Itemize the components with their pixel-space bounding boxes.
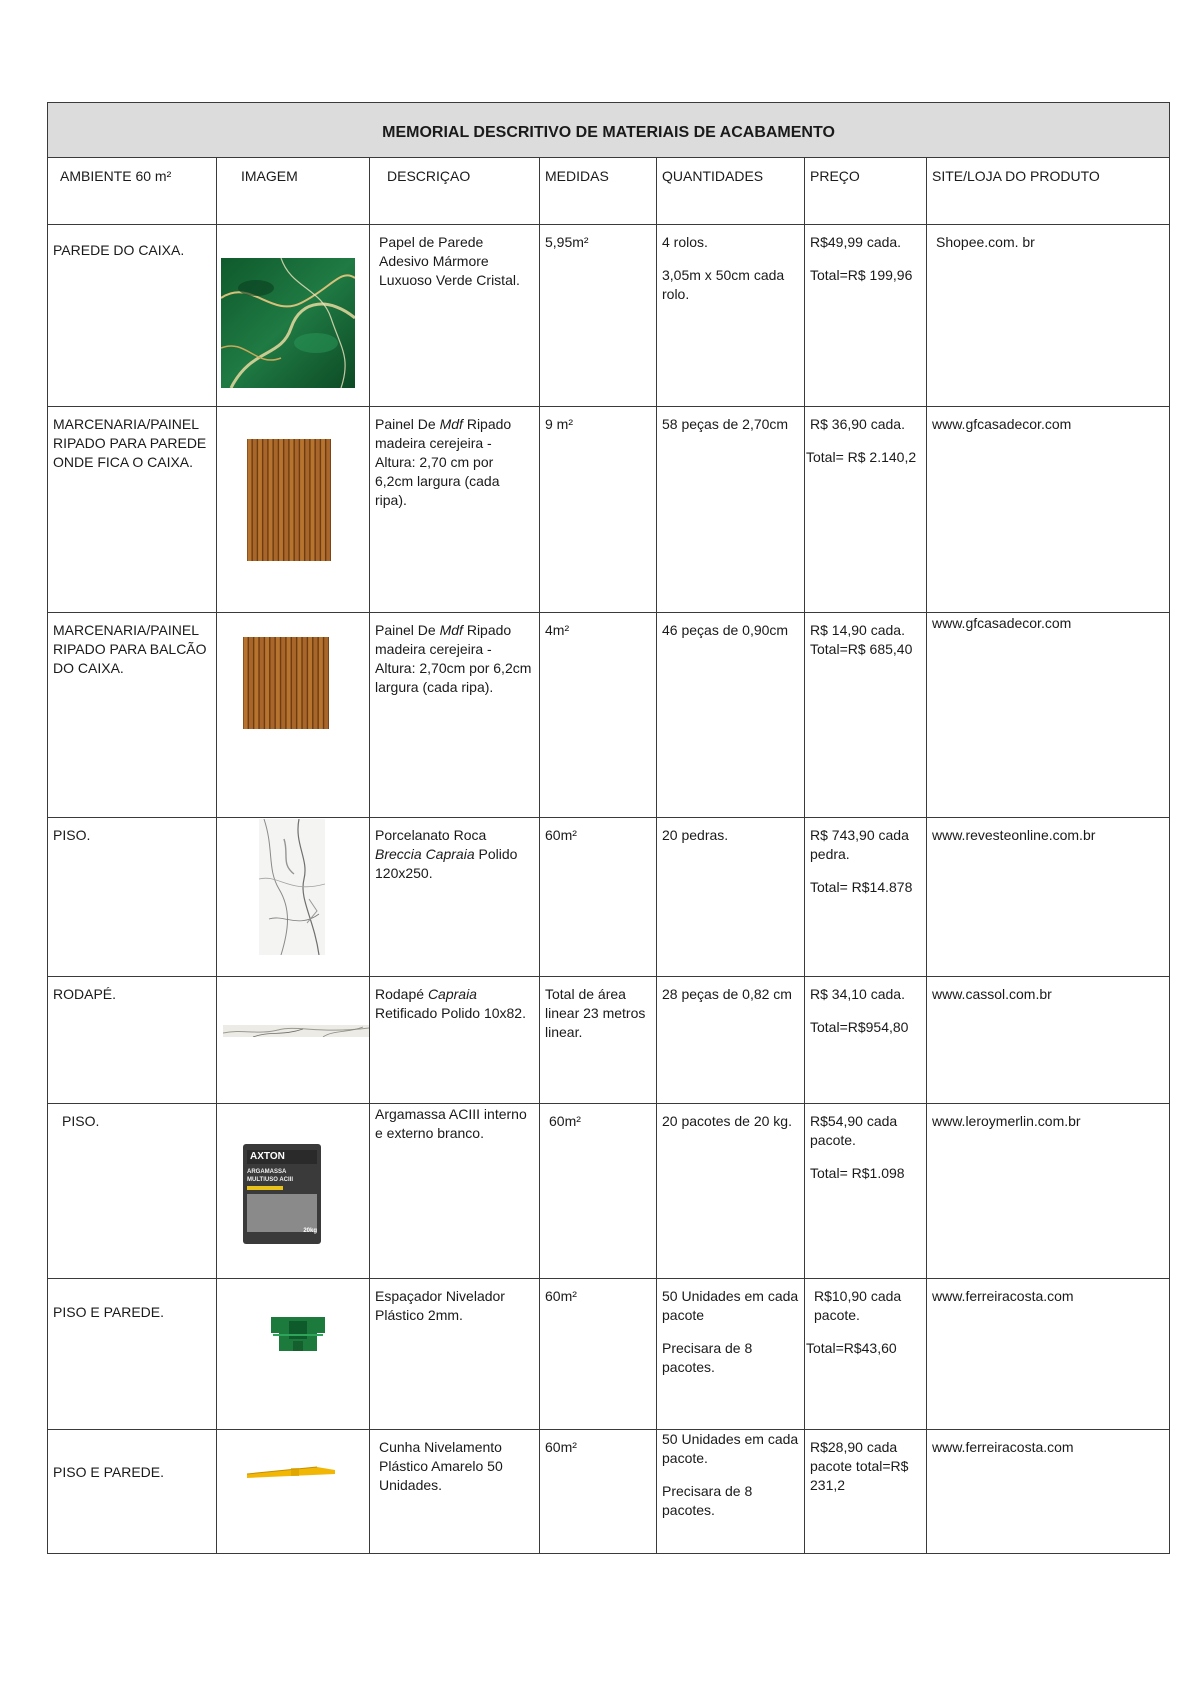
bag-brand: AXTON <box>247 1150 317 1164</box>
quantidade-line: Precisara de 8 pacotes. <box>662 1483 753 1518</box>
site-text: Shopee.com. br <box>936 234 1035 250</box>
preco-total: Total= R$1.098 <box>810 1165 905 1181</box>
medidas-text: Total de área linear 23 metros linear. <box>545 986 646 1040</box>
wood-slat <box>313 637 317 729</box>
wood-slat <box>321 439 325 561</box>
wood-slat <box>265 637 269 729</box>
medidas-text: 60m² <box>545 1439 577 1455</box>
preco-total: Total= R$14.878 <box>810 879 913 895</box>
descricao-italic: Capraia <box>427 986 477 1002</box>
header-ambiente <box>48 158 217 225</box>
wood-slat <box>292 637 296 729</box>
descricao-text: Espaçador Nivelador Plástico 2mm. <box>375 1288 505 1323</box>
preco-total: Total=R$ 199,96 <box>810 267 913 283</box>
descricao-text <box>370 818 539 883</box>
header-site-text: SITE/LOJA DO PRODUTO <box>932 168 1100 184</box>
table-row <box>48 407 1170 613</box>
medidas-text: 5,95m² <box>545 234 589 250</box>
wood-slat <box>270 637 274 729</box>
preco-line: R$ 743,90 cada pedra. <box>810 827 909 862</box>
site-text: www.gfcasadecor.com <box>932 615 1072 631</box>
cell-site <box>927 1279 1170 1430</box>
cell-imagem <box>217 1104 370 1279</box>
descricao-part: Ripado madeira cerejeira - Altura: 2,70cm por 6,2cm largura (cada ripa). <box>375 622 532 695</box>
descricao-part: Polido 120x250. <box>375 846 518 881</box>
ambiente-text: MARCENARIA/PAINEL RIPADO PARA PAREDE ONDE FICA O CAIXA. <box>53 416 207 470</box>
descricao-part: Rodapé <box>375 986 428 1002</box>
wood-slat <box>279 439 283 561</box>
cell-descricao <box>370 1104 540 1279</box>
descricao-text <box>370 977 539 1023</box>
cell-descricao <box>370 1430 540 1554</box>
preco-line: R$ 36,90 cada. <box>810 416 905 432</box>
cell-quantidades <box>657 1279 805 1430</box>
table-row <box>48 1430 1170 1554</box>
cell-ambiente <box>48 407 217 613</box>
site-text: www.gfcasadecor.com <box>932 416 1072 432</box>
wood-slat <box>258 439 262 561</box>
cell-medidas <box>540 1430 657 1554</box>
descricao-part: Retificado Polido 10x82. <box>375 1005 526 1021</box>
cell-medidas <box>540 818 657 977</box>
ambiente-text: PAREDE DO CAIXA. <box>53 242 185 258</box>
ambiente-text: MARCENARIA/PAINEL RIPADO PARA BALCÃO DO CAIXA. <box>53 622 207 676</box>
header-quantidades-text: QUANTIDADES <box>662 168 764 184</box>
cell-site <box>927 407 1170 613</box>
preco-line: R$49,99 cada. <box>810 234 902 250</box>
site-text: www.ferreiracosta.com <box>932 1288 1074 1304</box>
wood-slat <box>269 439 273 561</box>
wood-slat <box>287 637 291 729</box>
site-text: www.revesteonline.com.br <box>932 827 1096 843</box>
site-text: www.ferreiracosta.com <box>932 1439 1074 1455</box>
descricao-text <box>370 407 539 510</box>
medidas-text: 60m² <box>545 1288 577 1304</box>
cell-preco <box>805 407 927 613</box>
cell-descricao <box>370 1279 540 1430</box>
cell-ambiente <box>48 1430 217 1554</box>
table-row <box>48 818 1170 977</box>
wood-slat <box>281 637 285 729</box>
descricao-text: Argamassa ACIII interno e externo branco. <box>375 1106 527 1141</box>
descricao-italic: Mdf <box>439 622 463 638</box>
wood-slat <box>276 637 280 729</box>
cell-ambiente <box>48 613 217 818</box>
table-row <box>48 613 1170 818</box>
cell-descricao <box>370 225 540 407</box>
cell-quantidades <box>657 613 805 818</box>
wood-slat <box>290 439 294 561</box>
green-marble-wallpaper-image <box>221 258 355 388</box>
cell-preco <box>805 977 927 1104</box>
table-row <box>48 977 1170 1104</box>
ambiente-text: PISO E PAREDE. <box>53 1464 164 1480</box>
wood-slat <box>263 439 267 561</box>
cell-descricao <box>370 977 540 1104</box>
descricao-part: Painel De <box>375 622 440 638</box>
wood-slat <box>260 637 264 729</box>
baseboard-strip-image <box>223 1025 369 1037</box>
medidas-text: 60m² <box>545 827 577 843</box>
quantidade-line: 4 rolos. <box>662 234 708 250</box>
cell-preco <box>805 1430 927 1554</box>
table-row <box>48 1279 1170 1430</box>
wood-slat <box>249 637 253 729</box>
ambiente-text: RODAPÉ. <box>53 986 117 1002</box>
preco-total: Total=R$43,60 <box>806 1340 897 1356</box>
cell-quantidades <box>657 225 805 407</box>
header-preco <box>805 158 927 225</box>
cell-ambiente <box>48 977 217 1104</box>
quantidade-line: 46 peças de 0,90cm <box>662 622 789 638</box>
wood-slat <box>316 439 320 561</box>
document <box>47 102 1169 1554</box>
wood-slat <box>324 637 328 729</box>
cell-imagem <box>217 1279 370 1430</box>
ambiente-text: PISO. <box>53 827 91 843</box>
cell-preco <box>805 1279 927 1430</box>
cell-medidas <box>540 1104 657 1279</box>
wood-slat <box>284 439 288 561</box>
wood-slat <box>303 637 307 729</box>
wood-slat-panel-image <box>243 637 329 729</box>
quantidade-line: 58 peças de 2,70cm <box>662 416 789 432</box>
quantidade-line: 50 Unidades em cada pacote <box>662 1288 799 1323</box>
cell-medidas <box>540 407 657 613</box>
preco-line: R$10,90 cada pacote. <box>814 1288 902 1323</box>
cell-quantidades <box>657 1104 805 1279</box>
bag-weight: 20kg <box>303 1228 317 1234</box>
table-title <box>48 103 1170 158</box>
wood-slat <box>248 439 252 561</box>
cell-medidas <box>540 1279 657 1430</box>
cell-descricao <box>370 818 540 977</box>
descricao-italic: Breccia Capraia <box>375 846 475 862</box>
wood-slat <box>305 439 309 561</box>
cell-imagem <box>217 613 370 818</box>
medidas-text: 4m² <box>545 622 570 638</box>
preco-line: R$54,90 cada pacote. <box>810 1113 898 1148</box>
quantidade-line: 20 pedras. <box>662 827 729 843</box>
medidas-text: 9 m² <box>545 416 573 432</box>
cell-medidas <box>540 977 657 1104</box>
cell-quantidades <box>657 977 805 1104</box>
site-text: www.cassol.com.br <box>932 986 1052 1002</box>
wood-slat <box>319 637 323 729</box>
site-text: www.leroymerlin.com.br <box>932 1113 1081 1129</box>
header-imagem <box>217 158 370 225</box>
ambiente-text: PISO E PAREDE. <box>53 1304 164 1320</box>
descricao-text: Papel de Parede Adesivo Mármore Luxuoso Verde Cristal. <box>379 234 520 288</box>
preco-line: R$ 34,10 cada. <box>810 986 905 1002</box>
cell-quantidades <box>657 1430 805 1554</box>
wood-slat <box>311 439 315 561</box>
preco-line: R$28,90 cada pacote total=R$ 231,2 <box>810 1439 909 1493</box>
wood-slat <box>295 439 299 561</box>
materials-table <box>47 102 1170 1554</box>
green-leveling-spacer-image <box>267 1311 329 1357</box>
header-site <box>927 158 1170 225</box>
mortar-bag-image <box>243 1144 321 1244</box>
cell-ambiente <box>48 225 217 407</box>
preco-line: R$ 14,90 cada. <box>810 622 905 638</box>
header-row <box>48 158 1170 225</box>
cell-descricao <box>370 407 540 613</box>
header-preco-text: PREÇO <box>810 168 860 184</box>
header-ambiente-text: AMBIENTE 60 m² <box>60 168 172 184</box>
descricao-text: Cunha Nivelamento Plástico Amarelo 50 Unidades. <box>379 1439 503 1493</box>
quantidade-line: 20 pacotes de 20 kg. <box>662 1113 792 1129</box>
table-row <box>48 225 1170 407</box>
wood-slat <box>300 439 304 561</box>
cell-imagem <box>217 407 370 613</box>
wood-slat <box>274 439 278 561</box>
cell-imagem <box>217 818 370 977</box>
cell-quantidades <box>657 818 805 977</box>
cell-site <box>927 818 1170 977</box>
preco-total: Total=R$954,80 <box>810 1019 909 1035</box>
preco-total: Total= R$ 2.140,2 <box>806 449 917 465</box>
header-descricao-text: DESCRIÇAO <box>387 168 471 184</box>
cell-imagem <box>217 225 370 407</box>
cell-site <box>927 225 1170 407</box>
descricao-text <box>370 613 539 697</box>
cell-preco <box>805 613 927 818</box>
wood-slat-panel-image <box>247 439 331 561</box>
descricao-italic: Mdf <box>439 416 463 432</box>
cell-site <box>927 1104 1170 1279</box>
cell-medidas <box>540 613 657 818</box>
header-medidas-text: MEDIDAS <box>545 168 609 184</box>
header-quantidades <box>657 158 805 225</box>
header-imagem-text: IMAGEM <box>241 168 298 184</box>
cell-site <box>927 1430 1170 1554</box>
cell-ambiente <box>48 1104 217 1279</box>
table-row <box>48 1104 1170 1279</box>
cell-preco <box>805 1104 927 1279</box>
medidas-text: 60m² <box>549 1113 581 1129</box>
quantidade-line: 28 peças de 0,82 cm <box>662 986 792 1002</box>
header-medidas <box>540 158 657 225</box>
cell-medidas <box>540 225 657 407</box>
descricao-part: Painel De <box>375 416 440 432</box>
quantidade-line: Precisara de 8 pacotes. <box>662 1340 753 1375</box>
cell-preco <box>805 225 927 407</box>
white-marble-tile-image <box>259 819 325 955</box>
wood-slat <box>254 637 258 729</box>
quantidade-line: 50 Unidades em cada pacote. <box>662 1431 799 1466</box>
yellow-leveling-wedge-image <box>247 1464 335 1480</box>
preco-total: Total=R$ 685,40 <box>810 641 913 657</box>
descricao-part: Ripado madeira cerejeira - Altura: 2,70 cm por 6,2cm largura (cada ripa). <box>375 416 512 508</box>
cell-site <box>927 977 1170 1104</box>
cell-ambiente <box>48 818 217 977</box>
cell-imagem <box>217 977 370 1104</box>
cell-ambiente <box>48 1279 217 1430</box>
wood-slat <box>253 439 257 561</box>
bag-title: ARGAMASSA MULTIUSO ACIII <box>247 1169 293 1183</box>
cell-descricao <box>370 613 540 818</box>
descricao-part: Porcelanato Roca <box>375 827 487 843</box>
header-descricao <box>370 158 540 225</box>
cell-imagem <box>217 1430 370 1554</box>
bag-stripe <box>247 1186 283 1190</box>
cell-quantidades <box>657 407 805 613</box>
quantidade-line: 3,05m x 50cm cada rolo. <box>662 267 785 302</box>
wood-slat <box>308 637 312 729</box>
wood-slat <box>244 637 248 729</box>
cell-site <box>927 613 1170 818</box>
ambiente-text: PISO. <box>62 1113 100 1129</box>
wood-slat <box>297 637 301 729</box>
table-title-text: MEMORIAL DESCRITIVO DE MATERIAIS DE ACABAMENTO <box>382 123 835 141</box>
cell-preco <box>805 818 927 977</box>
wood-slat <box>326 439 330 561</box>
